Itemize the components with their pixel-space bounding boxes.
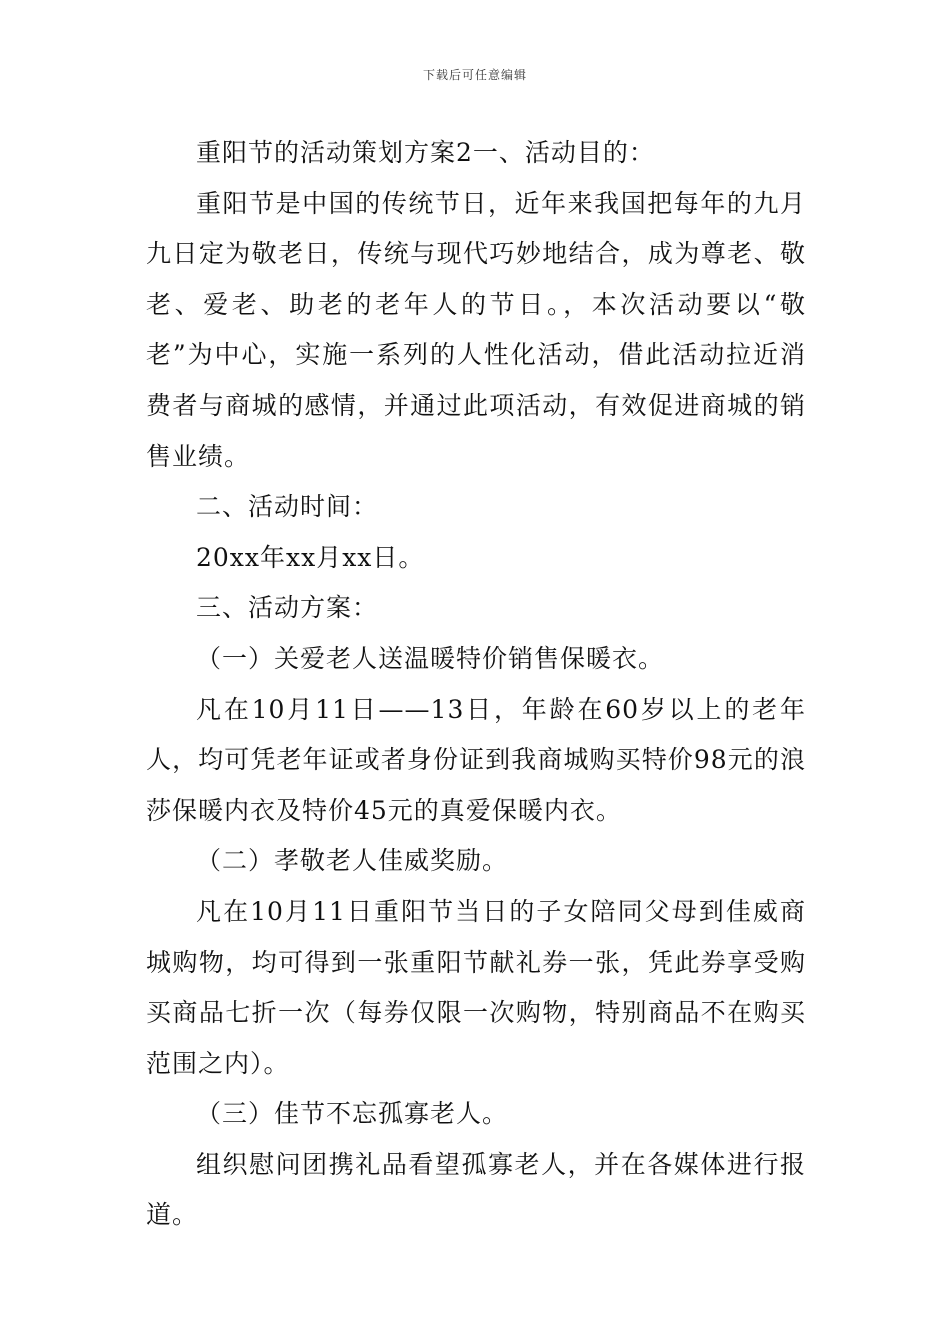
paragraph-plan-two: 凡在10月11日重阳节当日的子女陪同父母到佳威商城购物，均可得到一张重阳节献礼券一张，凭此券享受购买商品七折一次（每券仅限一次购物，特别商品不在购买范围之内）。 (146, 896, 806, 1078)
document-body (146, 128, 806, 1241)
paragraph-time: 20xx年xx月xx日。 (196, 542, 425, 572)
paragraph-plan-heading: 三、活动方案： (196, 593, 379, 623)
paragraph-plan-three-heading: （三）佳节不忘孤寡老人。 (196, 1099, 509, 1129)
paragraph-title: 重阳节的活动策划方案2一、活动目的： (196, 138, 655, 167)
header-note: 下载后可任意编辑 (422, 68, 527, 82)
paragraph-plan-two-heading: （二）孝敬老人佳威奖励。 (196, 846, 509, 876)
paragraph-time-heading: 二、活动时间： (196, 492, 379, 522)
paragraph-plan-one-heading: （一）关爱老人送温暖特价销售保暖衣。 (196, 643, 665, 673)
paragraph-plan-three: 组织慰问团携礼品看望孤寡老人，并在各媒体进行报道。 (146, 1149, 806, 1230)
paragraph-plan-one: 凡在10月11日——13日，年龄在60岁以上的老年人，均可凭老年证或者身份证到我商城购买特价98元的浪莎保暖内衣及特价45元的真爱保暖内衣。 (146, 694, 806, 825)
paragraph-purpose: 重阳节是中国的传统节日，近年来我国把每年的九月九日定为敬老日，传统与现代巧妙地结合，成为尊老、敬老、爱老、助老的老年人的节日。，本次活动要以“敬老”为中心，实施一系列的人性化活动，借此活动拉近消费者与商城的感情，并通过此项活动，有效促进商城的销售业绩。 (146, 188, 806, 471)
